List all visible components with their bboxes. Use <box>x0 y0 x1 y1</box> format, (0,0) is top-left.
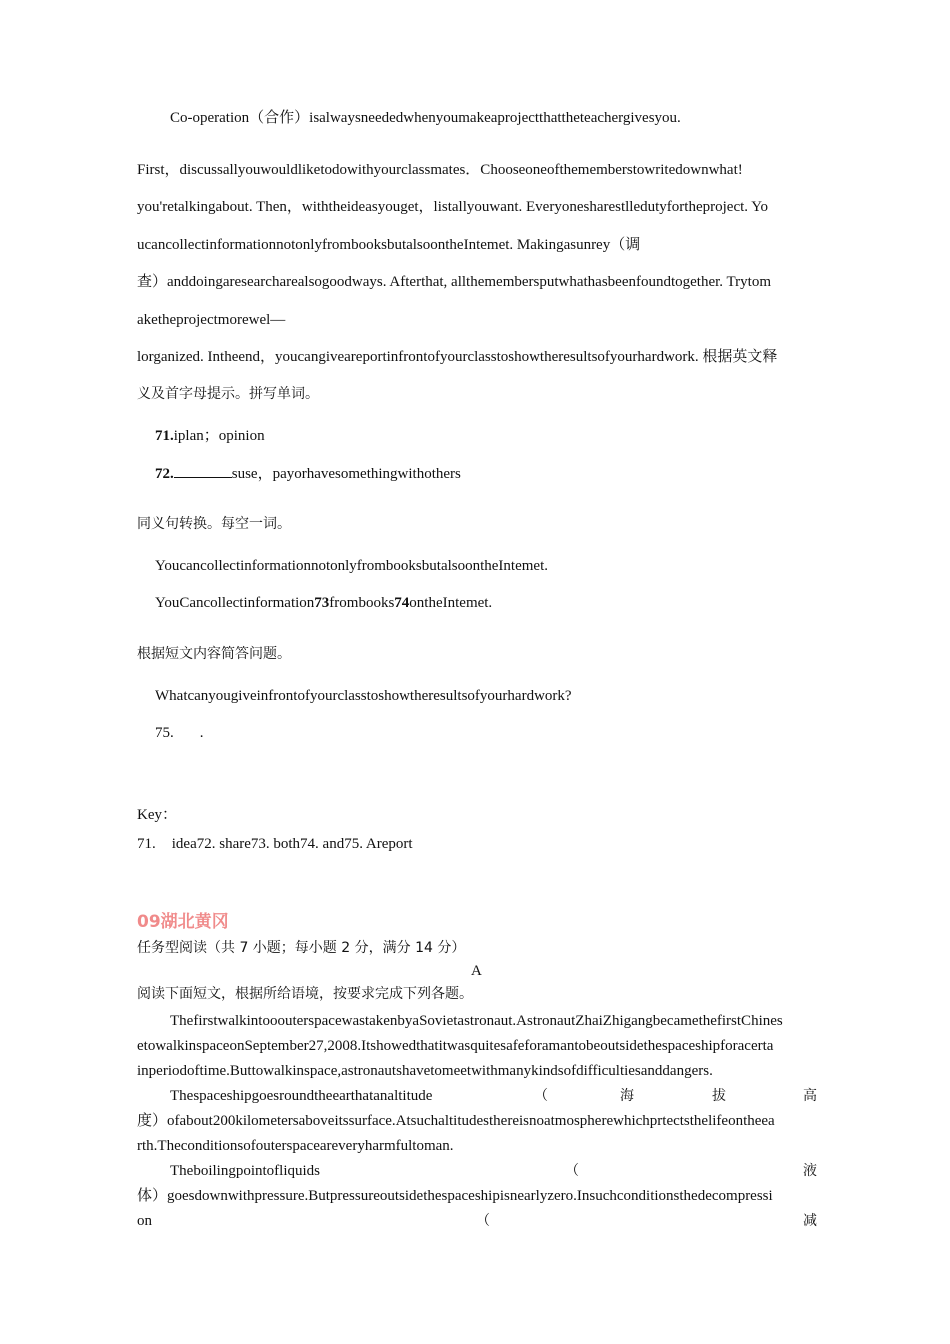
passage-line: First，discussallyouwouldliketodowithyourclassmates．Chooseoneofthememberstowritedownwhat! <box>137 162 743 178</box>
paragraph-line: 度）ofabout200kilometersaboveitssurface.Atsuchaltitudesthereisnoatmospherewhichprtectsthelifeontheea <box>137 1113 775 1129</box>
section-heading: 09湖北黄冈 <box>137 912 229 932</box>
blank-73[interactable]: 73 <box>314 595 330 611</box>
text-fragment: 高 <box>803 1088 817 1104</box>
synonym-rewrite <box>155 593 492 613</box>
question-75 <box>155 723 204 743</box>
paragraph-line: 体）goesdownwithpressure.Butpressureoutsidethespaceshipisnearlyzero.Insuchconditionsthedecompressi <box>137 1188 773 1204</box>
section-title-synonym: 同义句转换。每空一词。 <box>137 516 291 532</box>
answer-blank[interactable] <box>174 463 232 478</box>
text-fragment: frombooks <box>329 595 395 611</box>
question-71 <box>155 426 265 446</box>
text-fragment: 减 <box>803 1213 817 1229</box>
blank-74[interactable]: 74 <box>394 595 410 611</box>
text-fragment: （ <box>476 1213 490 1229</box>
paragraph-line: Thespaceshipgoesroundtheearthatanaltitude <box>170 1088 433 1104</box>
task-instruction: 任务型阅读（共 7 小题；每小题 2 分，满分 14 分） <box>137 940 466 956</box>
text-fragment: 液 <box>803 1163 817 1179</box>
question-number: 72. <box>155 466 174 482</box>
answer-blank[interactable]: . <box>199 725 204 741</box>
key-number: 71. <box>137 836 156 852</box>
passage-line: aketheprojectmorewel— <box>137 312 286 328</box>
text-fragment: 海 <box>620 1088 634 1104</box>
passage-line: lorganized. Intheend，youcangiveareportinfrontofyourclasstoshowtheresultsofyourhardwork. 根据英文释 <box>137 349 778 365</box>
section-title-short-answer: 根据短文内容简答问题。 <box>137 646 291 662</box>
reading-instruction: 阅读下面短文，根据所给语境，按要求完成下列各题。 <box>137 986 473 1002</box>
passage-line: ucancollectinformationnotonlyfrombooksbutalsoontheIntemet. Makingasunrey（调 <box>137 237 641 253</box>
question-text: iplan；opinion <box>173 428 265 444</box>
text-fragment: （ <box>565 1163 579 1179</box>
text-fragment: （ <box>534 1088 548 1104</box>
text-fragment: ontheIntemet. <box>409 595 493 611</box>
paragraph-line: etowalkinspaceonSeptember27,2008.Itshowedthatitwasquitesafeforamantobeoutsidethespaceshipforacerta <box>137 1038 774 1054</box>
synonym-sentence: YoucancollectinformationnotonlyfrombooksbutalsoontheIntemet. <box>155 558 548 574</box>
paragraph-line: on <box>137 1213 152 1229</box>
text-fragment: 拔 <box>712 1088 726 1104</box>
question-number: 71. <box>155 428 174 444</box>
part-label: A <box>471 963 482 979</box>
passage-line: 查）anddoingaresearcharealsogoodways. Afterthat, allthemembersputwhathasbeenfoundtogether. Trytom <box>137 274 771 290</box>
question-number: 75. <box>155 725 174 741</box>
passage-line: Co-operation（合作）isalwaysneededwhenyoumakeaprojectthattheteachergivesyou. <box>170 110 681 126</box>
paragraph-line: ThefirstwalkintooouterspacewastakenbyaSovietastronaut.AstronautZhaiZhigangbecamethefirstChines <box>170 1013 783 1029</box>
paragraph-line: Theboilingpointofliquids <box>170 1163 320 1179</box>
key-answers <box>137 834 413 854</box>
question-72 <box>155 463 461 484</box>
passage-line: you'retalkingabout. Then，withtheideasyouget，listallyouwant. Everyonesharestlledutyfortheproject. Yo <box>137 199 769 215</box>
text-fragment: YouCancollectinformation <box>155 595 315 611</box>
key-text: idea72. share73. both74. and75. Areport <box>171 836 413 852</box>
short-answer-question: Whatcanyougiveinfrontofyourclasstoshowtheresultsofyourhardwork? <box>155 688 572 704</box>
key-label: Key： <box>137 807 177 823</box>
paragraph-line: inperiodoftime.Buttowalkinspace,astronautshavetomeetwithmanykindsofdifficultiesanddangers. <box>137 1063 713 1079</box>
instruction-text: 义及首字母提示。拼写单词。 <box>137 386 319 402</box>
question-text: suse，payorhavesomethingwithothers <box>231 466 461 482</box>
paragraph-line: rth.Theconditionsofouterspaceareveryharmfultoman. <box>137 1138 454 1154</box>
